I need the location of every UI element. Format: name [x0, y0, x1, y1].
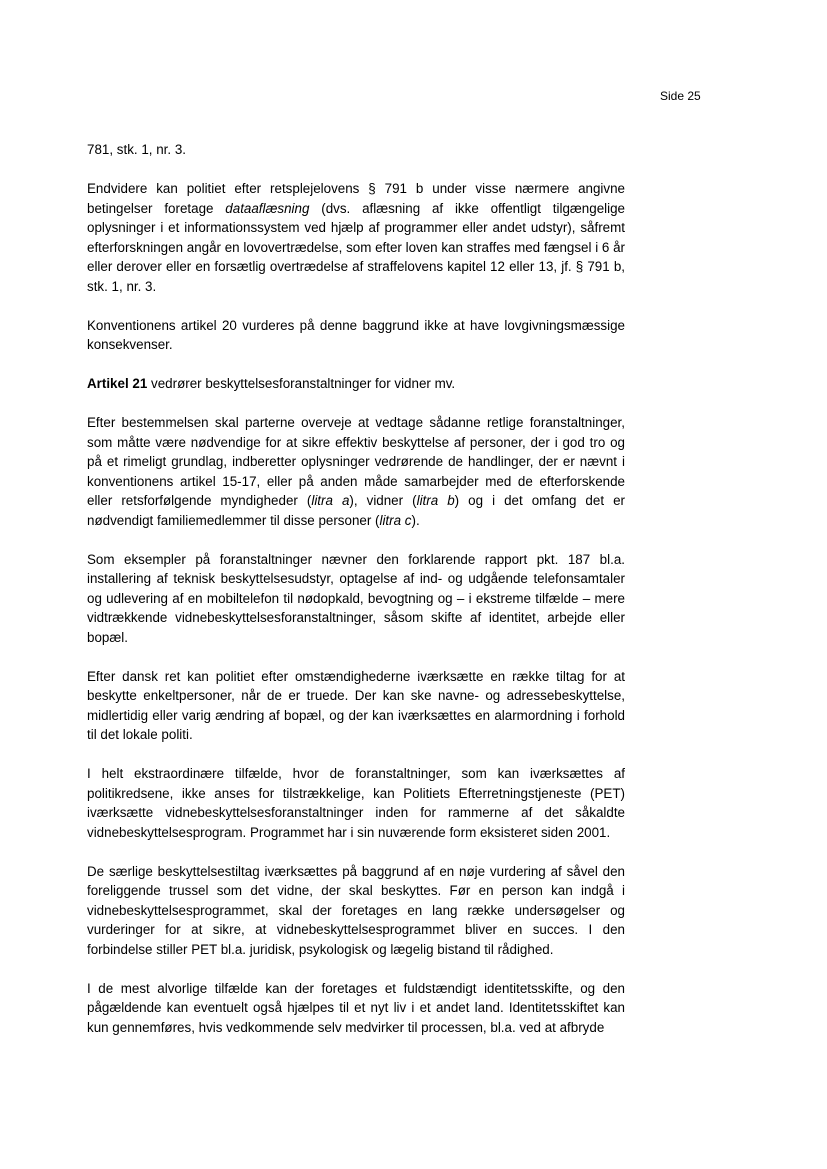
- paragraph-9: De særlige beskyttelsestiltag iværksættes på baggrund af en nøje vurdering af såvel den foreliggende trussel som det vidne, der skal beskyttes. Før en person kan indgå i vidnebeskyttelsesprogrammet, skal der foretages en lang række undersøgelser og vurderinger for at sikre, at vidnebeskyttelsesprogrammet bliver en succes. I den forbindelse stiller PET bl.a. juridisk, psykologisk og lægelig bistand til rådighed.: [87, 863, 625, 957]
- paragraph-8: I helt ekstraordinære tilfælde, hvor de foranstaltninger, som kan iværksættes af politikredsene, ikke anses for tilstrækkelige, kan Politiets Efterretningstjeneste (PET) iværksætte vidnebeskyttelsesforanstaltninger inden for rammerne af det såkaldte vidnebeskyttelsesprogram. Programmet har i sin nuværende form eksisteret siden 2001.: [87, 766, 625, 840]
- paragraph-10: I de mest alvorlige tilfælde kan der foretages et fuldstændigt identitetsskifte, og den pågældende kan eventuelt også hjælpes til et nyt liv i et andet land. Identitetsskiftet kan kun gennemføres, hvis vedkommende selv medvirker til processen, bl.a. ved at afbryde: [87, 980, 625, 1035]
- page-number: Side 25: [660, 89, 701, 103]
- paragraph-2: [87, 179, 625, 296]
- paragraph-5: [87, 413, 625, 530]
- italic-term: litra b: [416, 493, 455, 508]
- text-span: Endvidere kan politiet efter retsplejelovens § 791 b under visse nærmere angivne betingelser foretage: [87, 181, 625, 216]
- paragraph-7: Efter dansk ret kan politiet efter omstændighederne iværksætte en række tiltag for at beskytte enkeltpersoner, når de er truede. Der kan ske navne- og adressebeskyttelse, midlertidig eller varig ændring af bopæl, og der kan iværksættes en alarmordning i forhold til det lokale politi.: [87, 668, 625, 742]
- paragraph-6: Som eksempler på foranstaltninger nævner den forklarende rapport pkt. 187 bl.a. installering af teknisk beskyttelsesudstyr, optagelse af ind- og udgående telefonsamtaler og udlevering af en mobiltelefon til nødopkald, bevogtning og – i ekstreme tilfælde – mere vidtrækkende vidnebeskyttelsesforanstaltninger, såsom skifte af identitet, arbejde eller bopæl.: [87, 551, 625, 645]
- document-body: [87, 140, 625, 1037]
- paragraph-1: 781, stk. 1, nr. 3.: [87, 142, 186, 157]
- italic-term: litra c: [379, 512, 412, 528]
- text-span: (dvs. aflæsning af ikke offentligt tilgængelige oplysninger i et informationssystem ved hjælp af programmer eller andet udstyr), såfremt efterforskningen angår en lovovertrædelse, som efter loven kan straffes med fængsel i 6 år eller derover eller en forsætlig overtrædelse af straffelovens kapitel 12 eller 13, jf. § 791 b, stk. 1, nr. 3.: [87, 200, 625, 294]
- paragraph-3: Konventionens artikel 20 vurderes på denne baggrund ikke at have lovgivningsmæssige konsekvenser.: [87, 317, 625, 352]
- italic-term: litra a: [311, 493, 350, 508]
- paragraph-4: [87, 374, 625, 394]
- italic-term: dataaflæsning: [225, 200, 310, 216]
- text-span: ) og i det omfang det er nødvendigt familiemedlemmer til disse personer (: [87, 493, 625, 528]
- text-span: vedrører beskyttelsesforanstaltninger for vidner mv.: [147, 376, 456, 391]
- article-heading: Artikel 21: [87, 376, 148, 391]
- text-span: ).: [411, 512, 420, 528]
- text-span: ), vidner (: [349, 493, 417, 508]
- text-span: Efter bestemmelsen skal parterne overveje at vedtage sådanne retlige foranstaltninger, som måtte være nødvendige for at sikre effektiv beskyttelse af personer, der i god tro og på et rimeligt grundlag, indberetter oplysninger vedrørende de handlinger, der er nævnt i konventionens artikel 15-17, eller på anden måde samarbejder med de efterforskende eller retsforfølgende myndigheder (: [87, 415, 625, 508]
